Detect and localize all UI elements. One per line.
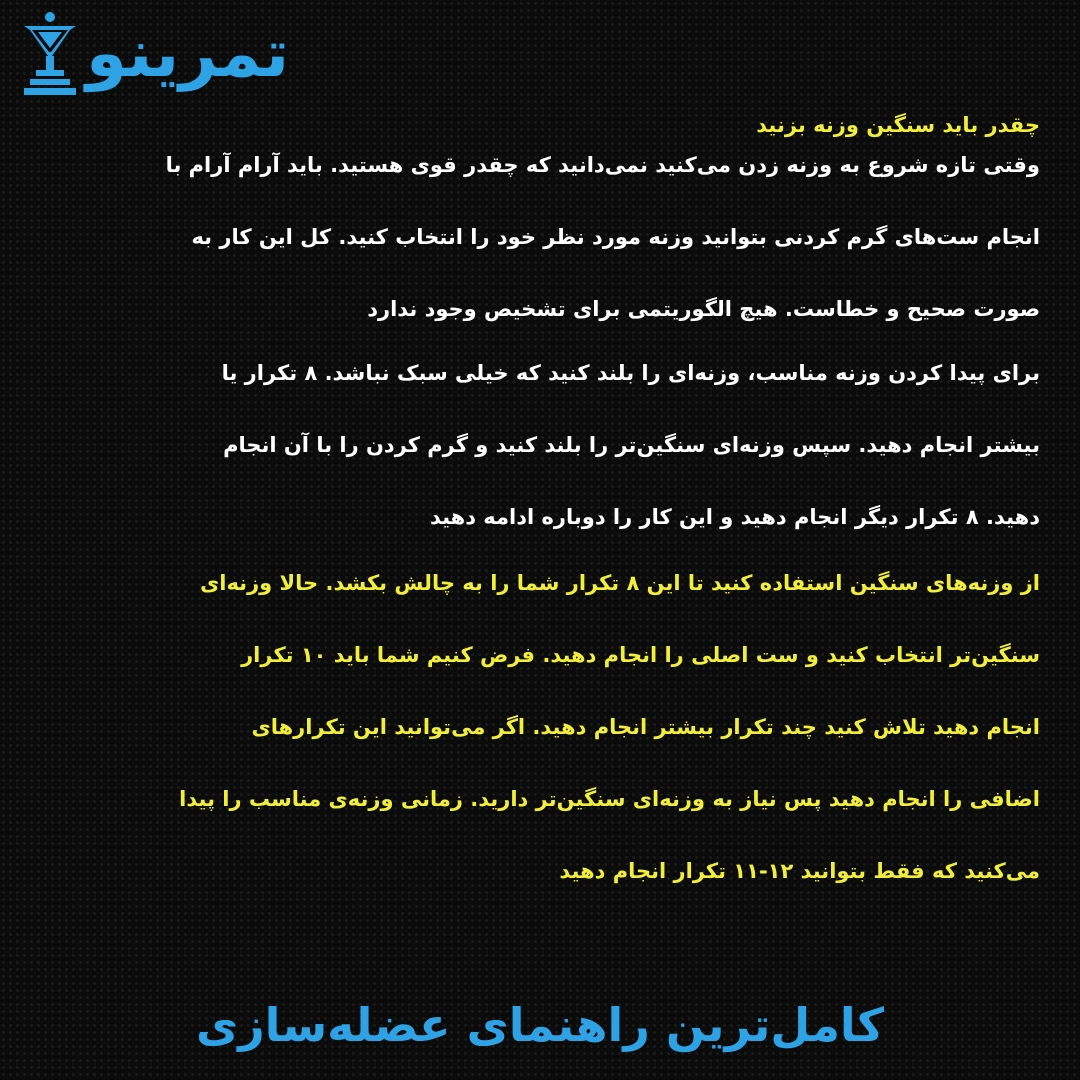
paragraph-line: انجام ست‌های گرم کردنی بتوانید وزنه مورد نظر خود را انتخاب کنید. کل این کار به bbox=[191, 225, 1040, 249]
footer-tagline: کامل‌ترین راهنمای عضله‌سازی bbox=[196, 998, 884, 1052]
paragraph-line: دهید. ۸ تکرار دیگر انجام دهید و این کار را دوباره ادامه دهید bbox=[429, 505, 1040, 529]
trophy-cup-icon bbox=[18, 10, 82, 98]
article-body bbox=[40, 100, 1040, 918]
highlight-line: می‌کنید که فقط بتوانید ۱۲-۱۱ تکرار انجام دهید bbox=[559, 859, 1040, 883]
brand-logo bbox=[18, 10, 289, 98]
highlight-line: سنگین‌تر انتخاب کنید و ست اصلی را انجام دهید. فرض کنیم شما باید ۱۰ تکرار bbox=[241, 643, 1040, 667]
highlight-line: اضافی را انجام دهید پس نیاز به وزنه‌ای سنگین‌تر دارید. زمانی وزنه‌ی مناسب را پیدا bbox=[179, 787, 1040, 811]
paragraph-line: برای پیدا کردن وزنه مناسب، وزنه‌ای را بلند کنید که خیلی سبک نباشد. ۸ تکرار یا bbox=[221, 361, 1040, 385]
highlight-line: انجام دهید تلاش کنید چند تکرار بیشتر انجام دهید. اگر می‌توانید این تکرارهای bbox=[251, 715, 1040, 739]
highlight-line: از وزنه‌های سنگین استفاده کنید تا این ۸ تکرار شما را به چالش بکشد. حالا وزنه‌ای bbox=[200, 571, 1040, 595]
brand-name: تمرینو bbox=[86, 15, 290, 92]
article-title: چقدر باید سنگین وزنه بزنید bbox=[756, 113, 1040, 137]
paragraph-line: بیشتر انجام دهید. سپس وزنه‌ای سنگین‌تر را بلند کنید و گرم کردن را با آن انجام bbox=[223, 433, 1040, 457]
paragraph-line: صورت صحیح و خطاست. هیچ الگوریتمی برای تشخیص وجود ندارد bbox=[367, 297, 1040, 321]
paragraph-line: وقتی تازه شروع به وزنه زدن می‌کنید نمی‌دانید که چقدر قوی هستید. باید آرام آرام با bbox=[165, 153, 1040, 177]
